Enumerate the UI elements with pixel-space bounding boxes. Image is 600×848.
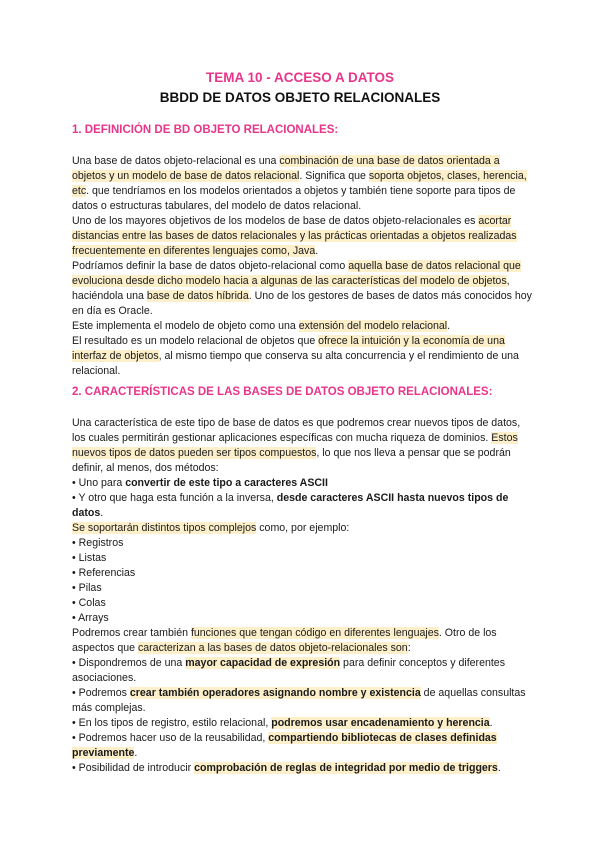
paragraph-hybrid: Podríamos definir la base de datos objeto-relacional como aquella base de datos relacional que evoluciona desde dicho modelo hacia a algunas de las características del modelo de objetos, haciéndola una base de datos híbrida. Uno de los gestores de bases de datos más conocidos hoy en día es Oracle. <box>72 260 532 317</box>
list-item: • Colas <box>72 596 534 611</box>
doc-subtitle: BBDD DE DATOS OBJETO RELACIONALES <box>159 90 441 105</box>
paragraph-oracle: Este implementa el modelo de objeto como una extensión del modelo relacional. <box>72 320 451 332</box>
paragraph-result: El resultado es un modelo relacional de objetos que ofrece la intuición y la economía de una interfaz de objetos, al mismo tiempo que conserva su alta concurrencia y el rendimiento de una relacional. <box>72 335 519 377</box>
paragraph-complex-types: Se soportarán distintos tipos complejos como, por ejemplo: <box>72 522 350 534</box>
paragraph-objectives: Uno de los mayores objetivos de los modelos de base de datos objeto-relacionales es acortar distancias entre las bases de datos relacionales y las prácticas orientadas a objetos realizadas frecuentemente en diferentes lenguajes como, Java. <box>72 215 517 257</box>
section-2-heading: 2. CARACTERÍSTICAS DE LAS BASES DE DATOS OBJETO RELACIONALES: <box>72 386 493 398</box>
section-2-body <box>72 416 534 776</box>
list-item: • Dispondremos de una mayor capacidad de expresión para definir conceptos y diferentes asociaciones. <box>72 656 534 686</box>
list-item: • Listas <box>72 551 534 566</box>
paragraph-definition: Una base de datos objeto-relacional es una combinación de una base de datos orientada a objetos y un modelo de base de datos relacional. Significa que soporta objetos, clases, herencia, etc. que tendríamos en los modelos orientados a objetos y también tiene soporte para tipos de datos o estructuras tabulares, del modelo de datos relacional. <box>72 155 527 212</box>
list-item: • Podremos hacer uso de la reusabilidad, compartiendo bibliotecas de clases definidas previamente. <box>72 731 534 761</box>
list-item: • Podremos crear también operadores asignando nombre y existencia de aquellas consultas más complejas. <box>72 686 534 716</box>
paragraph-new-types: Una característica de este tipo de base de datos es que podremos crear nuevos tipos de datos, los cuales permitirán gestionar aplicaciones específicas con mucha riqueza de dominios. Estos nuevos tipos de datos pueden ser tipos compuestos, lo que nos lleva a pensar que se podrán definir, al menos, dos métodos: <box>72 417 521 474</box>
section-1-body <box>72 154 534 379</box>
list-item: • Uno para convertir de este tipo a caracteres ASCII <box>72 476 534 491</box>
doc-title: TEMA 10 - ACCESO A DATOS <box>205 70 395 85</box>
list-item: • Referencias <box>72 566 534 581</box>
paragraph-functions: Podremos crear también funciones que tengan código en diferentes lenguajes. Otro de los aspectos que caracterizan a las bases de datos objeto-relacionales son: <box>72 627 497 654</box>
list-item: • Registros <box>72 536 534 551</box>
methods-list <box>72 476 534 521</box>
list-item: • En los tipos de registro, estilo relacional, podremos usar encadenamiento y herencia. <box>72 716 534 731</box>
list-item: • Posibilidad de introducir comprobación de reglas de integridad por medio de triggers. <box>72 761 534 776</box>
features-list <box>72 656 534 776</box>
list-item: • Y otro que haga esta función a la inversa, desde caracteres ASCII hasta nuevos tipos de datos. <box>72 491 534 521</box>
section-1-heading: 1. DEFINICIÓN DE BD OBJETO RELACIONALES: <box>72 124 339 136</box>
list-item: • Arrays <box>72 611 534 626</box>
types-list <box>72 536 534 626</box>
list-item: • Pilas <box>72 581 534 596</box>
